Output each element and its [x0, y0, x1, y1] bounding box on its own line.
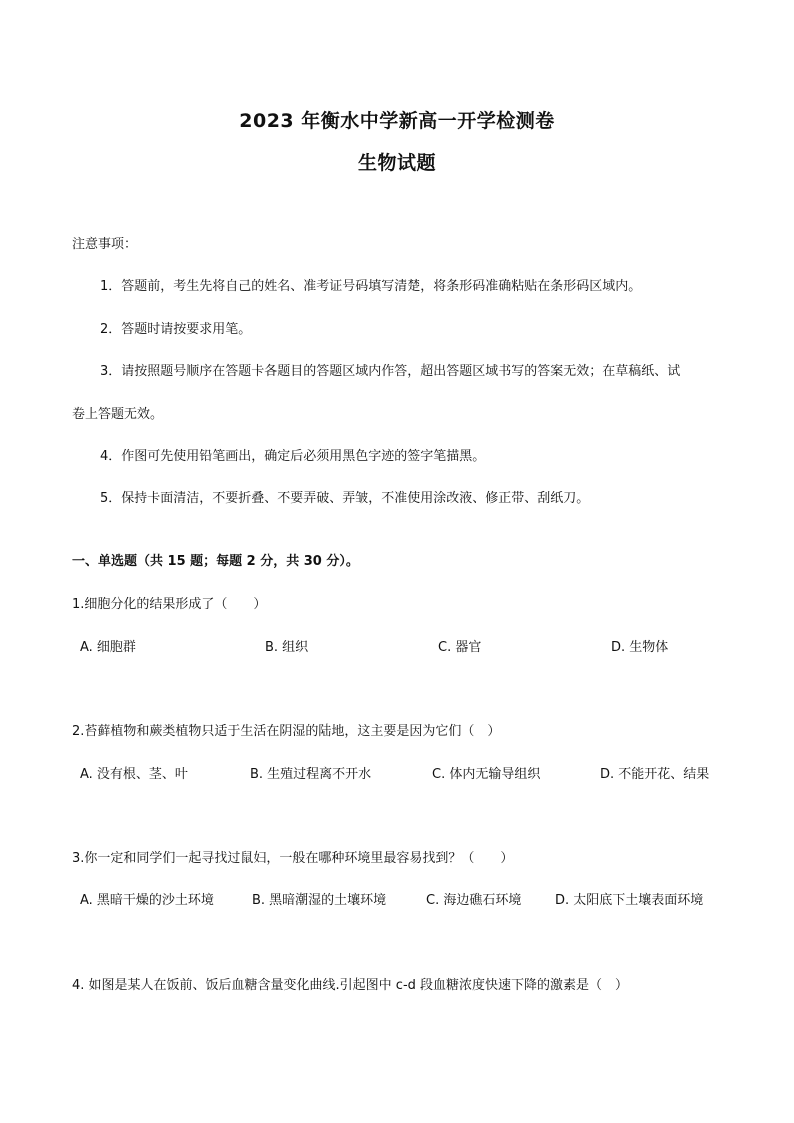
notice-item-5: 5．保持卡面清洁，不要折叠、不要弄破、弄皱，不准使用涂改液、修正带、刮纸刀。 — [100, 491, 590, 506]
question-2-stem: 2.苔藓植物和蕨类植物只适于生活在阴湿的陆地，这主要是因为它们（ ） — [72, 724, 501, 739]
question-3-option-b: B. 黑暗潮湿的土壤环境 — [252, 893, 387, 908]
notice-label: 注意事项： — [72, 237, 138, 252]
question-4-stem: 4. 如图是某人在饭前、饭后血糖含量变化曲线.引起图中 c-d 段血糖浓度快速下降的激素是（ ） — [72, 978, 629, 993]
exam-title: 2023 年衡水中学新高一开学检测卷 — [239, 110, 555, 132]
question-1-option-b: B. 组织 — [265, 640, 309, 655]
notice-item-4: 4．作图可先使用铅笔画出，确定后必须用黑色字迹的签字笔描黑。 — [100, 449, 486, 464]
exam-subtitle: 生物试题 — [357, 152, 436, 174]
notice-item-2: 2．答题时请按要求用笔。 — [100, 322, 252, 337]
question-1-option-a: A. 细胞群 — [80, 640, 136, 655]
question-2-option-c: C. 体内无输导组织 — [432, 767, 541, 782]
question-2-option-d: D. 不能开花、结果 — [600, 767, 710, 782]
notice-item-3: 3．请按照题号顺序在答题卡各题目的答题区域内作答，超出答题区域书写的答案无效；在草稿纸、试 — [100, 364, 681, 379]
notice-item-1: 1．答题前，考生先将自己的姓名、准考证号码填写清楚，将条形码准确粘贴在条形码区域内。 — [100, 279, 642, 294]
question-2-option-a: A. 没有根、茎、叶 — [80, 767, 188, 782]
question-3-option-d: D. 太阳底下土壤表面环境 — [555, 893, 704, 908]
section-heading: 一、单选题（共 15 题；每题 2 分，共 30 分）。 — [72, 554, 359, 569]
question-1-option-d: D. 生物体 — [611, 640, 669, 655]
notice-item-3-continued: 卷上答题无效。 — [72, 407, 164, 422]
question-3-option-c: C. 海边礁石环境 — [426, 893, 522, 908]
question-3-stem: 3.你一定和同学们一起寻找过鼠妇，一般在哪种环境里最容易找到？（ ） — [72, 851, 514, 866]
question-2-option-b: B. 生殖过程离不开水 — [250, 767, 372, 782]
question-1-stem: 1.细胞分化的结果形成了（ ） — [72, 597, 267, 612]
question-1-option-c: C. 器官 — [438, 640, 482, 655]
question-3-option-a: A. 黑暗干燥的沙土环境 — [80, 893, 214, 908]
